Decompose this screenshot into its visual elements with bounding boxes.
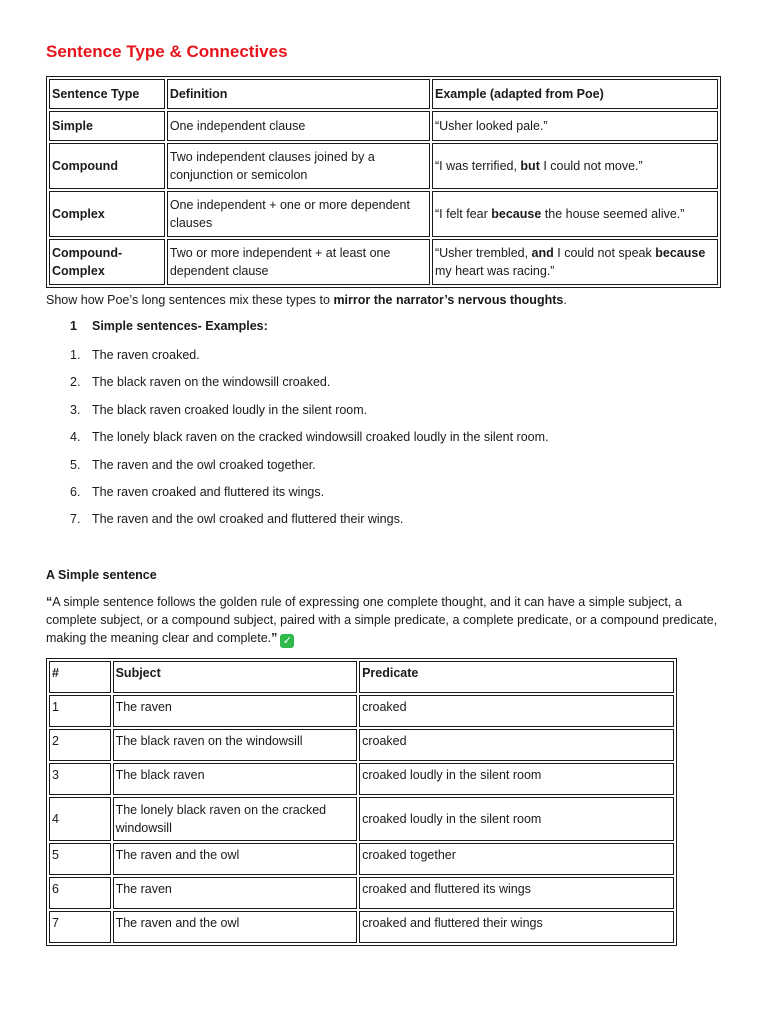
header-cell: # [49,661,111,693]
definition-cell: One independent clause [167,111,430,141]
predicate-cell: croaked together [359,843,674,875]
type-cell: Compound-Complex [49,239,165,285]
number-cell: 1 [49,695,111,727]
check-mark-icon: ✓ [280,634,294,648]
table-row [49,239,718,285]
table-row [49,143,718,189]
instruction-text: Show how Poe’s long sentences mix these types to mirror the narrator’s nervous thoughts. [46,293,567,307]
definition-cell: One independent + one or more dependent clauses [167,191,430,237]
examples-list [46,346,548,538]
predicate-cell: croaked loudly in the silent room [359,797,674,841]
subject-cell: The raven and the owl [113,911,357,943]
header-cell: Sentence Type [49,79,165,109]
subject-cell: The black raven on the windowsill [113,729,357,761]
header-cell: Subject [113,661,357,693]
table-row [49,911,674,943]
page-title: Sentence Type & Connectives [46,42,288,61]
subject-cell: The black raven [113,763,357,795]
table-row [49,695,674,727]
subject-cell: The raven and the owl [113,843,357,875]
table-row [49,191,718,237]
list-item: 4. The lonely black raven on the cracked windowsill croaked loudly in the silent room. [70,430,549,445]
predicate-cell: croaked loudly in the silent room [359,763,674,795]
definition-cell: Two independent clauses joined by a conjunction or semicolon [167,143,430,189]
header-cell: Predicate [359,661,674,693]
predicate-cell: croaked and fluttered their wings [359,911,674,943]
subject-predicate-table [46,658,677,946]
list-item: 5. The raven and the owl croaked together. [70,457,316,472]
list-item: 1. The raven croaked. [70,348,200,362]
table-row [49,797,674,841]
definition-quote: “A simple sentence follows the golden rule of expressing one complete thought, and it can have a simple subject, a complete subject, or a compound subject, paired with a simple predicate, a complete predicate, or a compound predicate, making the meaning clear and complete.” ✓ [46,595,718,647]
header-cell: Example (adapted from Poe) [432,79,718,109]
table-row [49,877,674,909]
example-cell: “I was terrified, but I could not move.” [432,143,718,189]
number-cell: 4 [49,797,111,841]
table-header-row [49,661,674,693]
header-cell: Definition [167,79,430,109]
predicate-cell: croaked [359,729,674,761]
number-cell: 3 [49,763,111,795]
section-heading: A Simple sentence [46,568,157,582]
type-cell: Simple [49,111,165,141]
number-cell: 5 [49,843,111,875]
predicate-cell: croaked [359,695,674,727]
number-cell: 6 [49,877,111,909]
list-item: 2. The black raven on the windowsill croaked. [70,375,331,390]
list-item: 3. The black raven croaked loudly in the silent room. [70,402,368,417]
number-cell: 7 [49,911,111,943]
subject-cell: The raven [113,877,357,909]
subject-cell: The lonely black raven on the cracked windowsill [113,797,357,841]
subsection-heading: 1 Simple sentences- Examples: [70,319,268,333]
sentence-types-table [46,76,721,288]
subject-cell: The raven [113,695,357,727]
predicate-cell: croaked and fluttered its wings [359,877,674,909]
list-item: 7. The raven and the owl croaked and fluttered their wings. [70,512,404,527]
number-cell: 2 [49,729,111,761]
table-row [49,111,718,141]
table-row [49,729,674,761]
table-row [49,843,674,875]
list-item: 6. The raven croaked and fluttered its wings. [70,484,325,499]
example-cell: “Usher trembled, and I could not speak because my heart was racing.” [432,239,718,285]
table-row [49,763,674,795]
type-cell: Compound [49,143,165,189]
example-cell: “I felt fear because the house seemed alive.” [432,191,718,237]
example-cell: “Usher looked pale.” [432,111,718,141]
definition-cell: Two or more independent + at least one dependent clause [167,239,430,285]
type-cell: Complex [49,191,165,237]
table-header-row [49,79,718,109]
